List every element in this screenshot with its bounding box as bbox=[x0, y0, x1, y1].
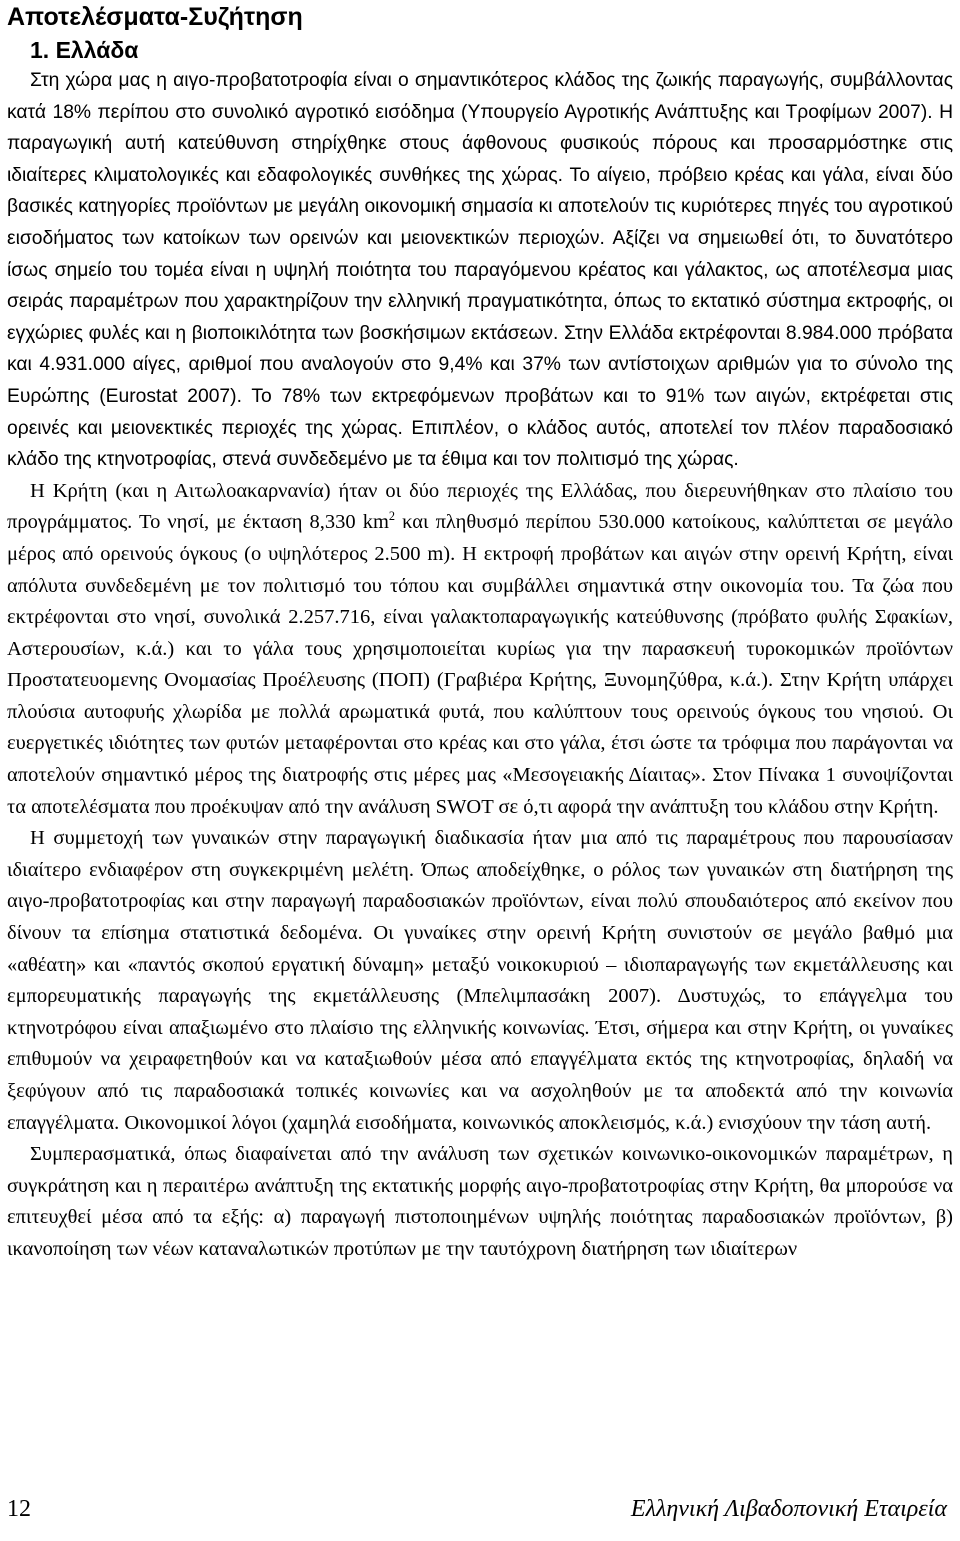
body-text bbox=[7, 65, 953, 1266]
paragraph-women: Η συμμετοχή των γυναικών στην παραγωγική διαδικασία ήταν μια από τις παραμέτρους που παρουσίασαν ιδιαίτερο ενδιαφέρον στη συγκεκριμένη μελέτη. Όπως αποδείχθηκε, ο ρόλος των γυναικών στη διατήρηση της αιγο-προβατοτροφίας και στην παραγωγή παραδοσιακών προϊόντων, είναι πολύ σπουδαιότερος από εκείνον που δίνουν τα επίσημα στατιστικά δεδομένα. Οι γυναίκες στην ορεινή Κρήτη συνιστούν σε μεγάλο βαθμό μια «αθέατη» και «παντός σκοπού εργατική δύναμη» μεταξύ νοικοκυριού – ιδιοπαραγωγής των εκμετάλλευσης και εμπορευματικής παραγωγής της εκμετάλλευσης (Μπελιμπασάκη 2007). Δυστυχώς, το επάγγελμα του κτηνοτρόφου είναι απαξιωμένο στο πλαίσιο της ελληνικής κοινωνίας. Έτσι, σήμερα και στην Κρήτη, οι γυναίκες επιθυμούν να χειραφετηθούν και να καταξιωθούν μέσα από επαγγέλματα εκτός της κτηνοτροφίας, δηλαδή να ξεφύγουν από τις παραδοσιακά τοπικές κοινωνίες και να ασχοληθούν με τα αποδεκτά από την κοινωνία επαγγέλματα. Οικονομικοί λόγοι (χαμηλά εισοδήματα, κοινωνικός αποκλεισμός, κ.ά.) ενισχύουν την τάση αυτή. bbox=[7, 827, 953, 1134]
document-page bbox=[7, 0, 953, 1266]
paragraph-greece: Στη χώρα μας η αιγο-προβατοτροφία είναι ο σημαντικότερος κλάδος της ζωικής παραγωγής, συμβάλλοντας κατά 18% περίπου στο συνολικό αγροτικό εισόδημα (Υπουργείο Αγροτικής Ανάπτυξης και Τροφίμων 2007). Η παραγωγική αυτή κατεύθυνση στηρίχθηκε στους άφθονους φυσικούς πόρους και προσαρμόστηκε στις ιδιαίτερες κλιματολογικές και εδαφολογικές συνθήκες της χώρας. Το αίγειο, πρόβειο κρέας και γάλα, είναι δύο βασικές κατηγορίες προϊόντων με μεγάλη οικονομική σημασία κι αποτελούν τις κυριότερες πηγές του αγροτικού εισοδήματος των κατοίκων των ορεινών και μειονεκτικών περιοχών. Αξίζει να σημειωθεί ότι, το δυνατότερο ίσως σημείο του τομέα είναι η υψηλή ποιότητα του παραγόμενου κρέατος και γάλακτος, ως αποτέλεσμα μιας σειράς παραμέτρων που χαρακτηρίζουν την ελληνική πραγματικότητα, όπως το εκτατικό σύστημα εκτροφής, οι εγχώριες φυλές και η βιοποικιλότητα των βοσκήσιμων εκτάσεων. Στην Ελλάδα εκτρέφονται 8.984.000 πρόβατα και 4.931.000 αίγες, αριθμοί που αναλογούν στο 9,4% και 37% των αντίστοιχων αριθμών για το σύνολο της Ευρώπης (Eurostat 2007). Το 78% των εκτρεφόμενων προβάτων και το 91% των αιγών, εκτρέφεται στις ορεινές και μειονεκτικές περιοχές της χώρας. Επιπλέον, ο κλάδος αυτός, αποτελεί τον πλέον παραδοσιακό κλάδο της κτηνοτροφίας, στενά συνδεδεμένο με τα έθιμα και τον πολιτισμό της χώρας. bbox=[7, 70, 953, 471]
subsection-title: 1. Ελλάδα bbox=[30, 37, 139, 63]
section-title: Αποτελέσματα-Συζήτηση bbox=[7, 3, 303, 31]
society-name: Ελληνική Λιβαδοπονική Εταιρεία bbox=[630, 1496, 947, 1522]
paragraph-crete-part2: και πληθυσμό περίπου 530.000 κατοίκους, καλύπτεται σε μεγάλο μέρος από ορεινούς όγκους (ο υψηλότερος 2.500 m). Η εκτροφή προβάτων και αιγών στην ορεινή Κρήτη, είναι απόλυτα συνδεδεμένη με τον πολιτισμό του τόπου και συμβάλλει σημαντικά στην οικονομία του. Τα ζώα που εκτρέφονται στο νησί, συνολικά 2.257.716, είναι γαλακτοπαραγωγικής κατεύθυνσης (πρόβατο φυλής Σφακίων, Αστερουσίων, κ.ά.) και το γάλα τους χρησιμοποιείται κυρίως για την παρασκευή τυροκομικών προϊόντων Προστατευομενης Ονομασίας Προέλευσης (ΠΟΠ) (Γραβιέρα Κρήτης, Ξυνομηζύθρα, κ.ά.). Στην Κρήτη υπάρχει πλούσια αυτοφυής χλωρίδα με πολλά αρωματικά φυτά, που καλύπτουν τους ορεινούς όγκους του νησιού. Οι ευεργετικές ιδιότητες των φυτών μεταφέρονται στο κρέας και στο γάλα, έτσι ώστε τα τρόφιμα που παράγονται να αποτελούν σημαντικό μέρος της διατροφής στις μέρες μας «Μεσογειακής Δίαιτας». Στον Πίνακα 1 συνοψίζονται τα αποτελέσματα που προέκυψαν από την ανάλυση SWOT σε ό,τι αφορά την ανάπτυξη του κλάδου στην Κρήτη. bbox=[7, 511, 954, 818]
page-footer bbox=[7, 1493, 947, 1525]
paragraph-crete-part1: Η Κρήτη (και η Αιτωλοακαρνανία) ήταν οι δύο περιοχές της Ελλάδας, που διερευνήθηκαν στο πλαίσιο του προγράμματος. Το νησί, με έκταση 8,330 km bbox=[7, 479, 953, 534]
page-number: 12 bbox=[7, 1496, 31, 1522]
paragraph-crete bbox=[7, 476, 953, 824]
superscript-two: 2 bbox=[388, 509, 396, 524]
paragraph-conclusion: Συμπερασματικά, όπως διαφαίνεται από την ανάλυση των σχετικών κοινωνικο-οικονομικών παραμέτρων, η συγκράτηση και η περαιτέρω ανάπτυξη της εκτατικής μορφής αιγο-προβατοτροφίας στην Κρήτη, θα μπορούσε να επιτευχθεί μέσα από τα εξής: α) παραγωγή πιστοποιημένων υψηλής ποιότητας παραδοσιακών προϊόντων, β) ικανοποίηση των νέων καταναλωτικών προτύπων με την ταυτόχρονη διατήρηση των ιδιαίτερων bbox=[7, 1143, 953, 1260]
